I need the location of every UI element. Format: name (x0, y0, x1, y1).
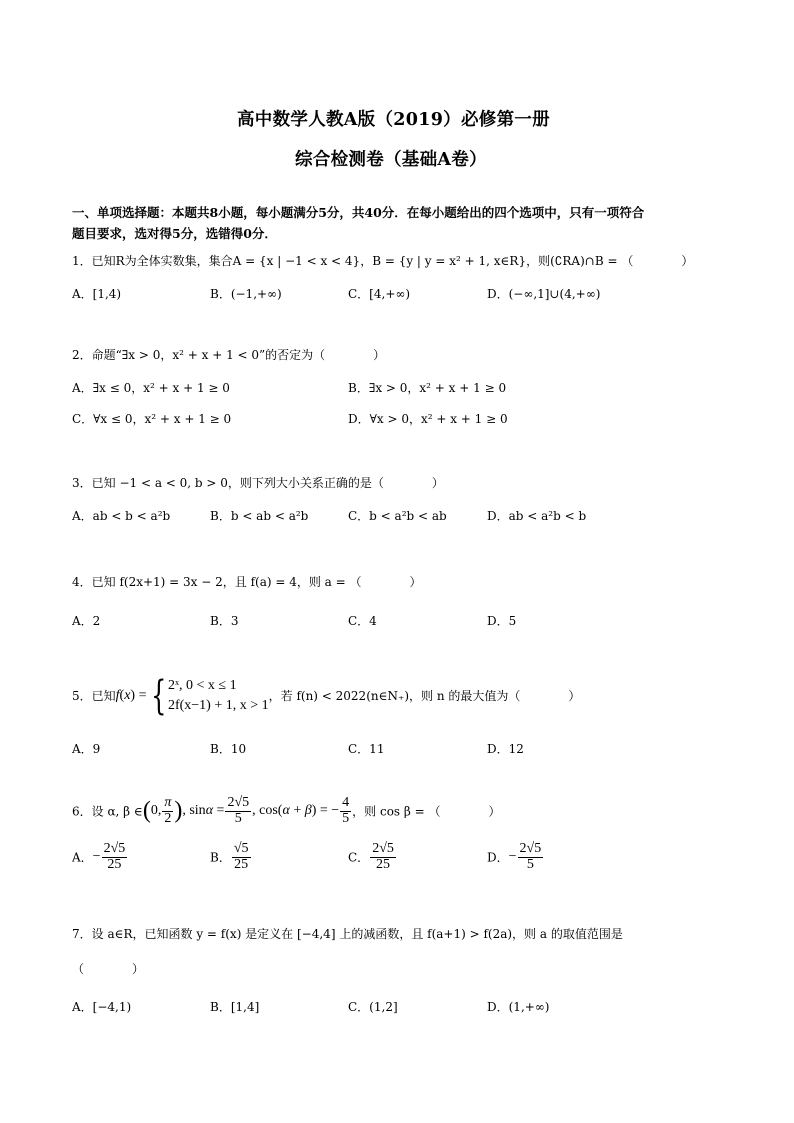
question-3-option-d: D．ab < a²b < b (487, 509, 587, 523)
page-subtitle: 综合检测卷（基础A卷） (295, 150, 487, 170)
pi-over-2-fraction: $\frac{\pi}{2}$ (164, 795, 172, 826)
question-6-stem: 6．设 α, β ∈(0, $\frac{\pi}{2}$ ), sinα = $\frac{2√5}{5}$ , cos(α + β) = − $\frac{4}{5}$ ，则 cos β = （ ） (72, 795, 501, 826)
question-3-option-b: B．b < ab < a²b (210, 509, 309, 523)
question-4-option-a: A．2 (72, 614, 101, 628)
question-1-stem: 1．已知R为全体实数集，集合A = {x | −1 < x < 4}，B = {y | y = x² + 1, x∈R}，则(∁RA)∩B = （ ） (72, 254, 694, 268)
question-7-option-c: C．(1,2] (348, 1000, 398, 1014)
question-6-option-d: D．− $\frac{2√5}{5}$ (487, 841, 542, 872)
piecewise-brace: { (151, 673, 167, 719)
question-7-option-d: D．(1,+∞) (487, 1000, 550, 1014)
piecewise-cases (168, 676, 269, 716)
question-5-option-a: A．9 (72, 742, 101, 756)
question-3-stem: 3．已知 −1 < a < 0, b > 0，则下列大小关系正确的是（ ） (72, 476, 444, 490)
question-6-option-c: C． $\frac{2√5}{25}$ (348, 841, 394, 872)
question-2-option-b: B．∃x > 0，x² + x + 1 ≥ 0 (348, 381, 507, 395)
question-5-option-c: C．11 (348, 742, 385, 756)
question-4-option-d: D．5 (487, 614, 517, 628)
question-5-stem: 5．已知f(x) = { 2ˣ, 0 < x ≤ 1 2f(x−1) + 1, x > 1 ，若 f(n) < 2022(n∈N₊)，则 n 的最大值为（ ） (72, 673, 581, 719)
question-6-prefix: 6．设 α, β ∈ (72, 804, 143, 819)
question-4-option-b: B．3 (210, 614, 239, 628)
question-1-option-a: A．[1,4) (72, 287, 122, 301)
question-5-prefix: 5．已知 (72, 689, 116, 703)
section-intro-line2: 题目要求，选对得5分，选错得0分． (72, 226, 277, 241)
question-1-option-d: D．(−∞,1]∪(4,+∞) (487, 287, 601, 301)
question-2-option-d: D．∀x > 0，x² + x + 1 ≥ 0 (348, 412, 508, 426)
question-6-suffix: ，则 cos β = （ ） (352, 804, 501, 819)
question-2-option-a: A．∃x ≤ 0，x² + x + 1 ≥ 0 (72, 381, 230, 395)
question-5-case-2: 2f(x−1) + 1, x > 1 (167, 698, 269, 713)
sin-alpha-fraction: $\frac{2√5}{5}$ (227, 795, 250, 826)
question-3-option-c: C．b < a²b < ab (348, 509, 447, 523)
question-6-option-b: B． $\frac{√5}{25}$ (210, 841, 249, 872)
question-5-option-b: B．10 (210, 742, 247, 756)
section-intro-line1: 一、单项选择题：本题共8小题，每小题满分5分，共40分．在每小题给出的四个选项中，只有一项符合 (72, 205, 645, 220)
question-6-option-a: A．− $\frac{2√5}{25}$ (72, 841, 126, 872)
question-5-option-d: D．12 (487, 742, 524, 756)
question-4-stem: 4．已知 f(2x+1) = 3x − 2，且 f(a) = 4，则 a = （ ） (72, 575, 422, 589)
question-7-option-b: B．[1,4] (210, 1000, 260, 1014)
question-3-option-a: A．ab < b < a²b (72, 509, 171, 523)
question-1-option-b: B．(−1,+∞) (210, 287, 282, 301)
question-7-option-a: A．[−4,1) (72, 1000, 132, 1014)
question-7-stem: 7．设 a∈R，已知函数 y = f(x) 是定义在 [−4,4] 上的减函数，且 f(a+1) > f(2a)，则 a 的取值范围是 (72, 927, 623, 941)
question-7-stem-continued: （ ） (72, 962, 145, 976)
question-4-option-c: C．4 (348, 614, 377, 628)
cos-alpha-beta-fraction: $\frac{4}{5}$ (342, 795, 350, 826)
question-5-suffix: ，若 f(n) < 2022(n∈N₊)，则 n 的最大值为（ ） (268, 689, 581, 703)
question-5-case-1: 2ˣ, 0 < x ≤ 1 (167, 678, 237, 693)
question-2-option-c: C．∀x ≤ 0，x² + x + 1 ≥ 0 (72, 412, 232, 426)
page-title: 高中数学人教A版（2019）必修第一册 (237, 110, 550, 130)
question-2-stem: 2．命题“∃x > 0，x² + x + 1 < 0”的否定为（ ） (72, 348, 386, 362)
question-1-option-c: C．[4,+∞) (348, 287, 411, 301)
